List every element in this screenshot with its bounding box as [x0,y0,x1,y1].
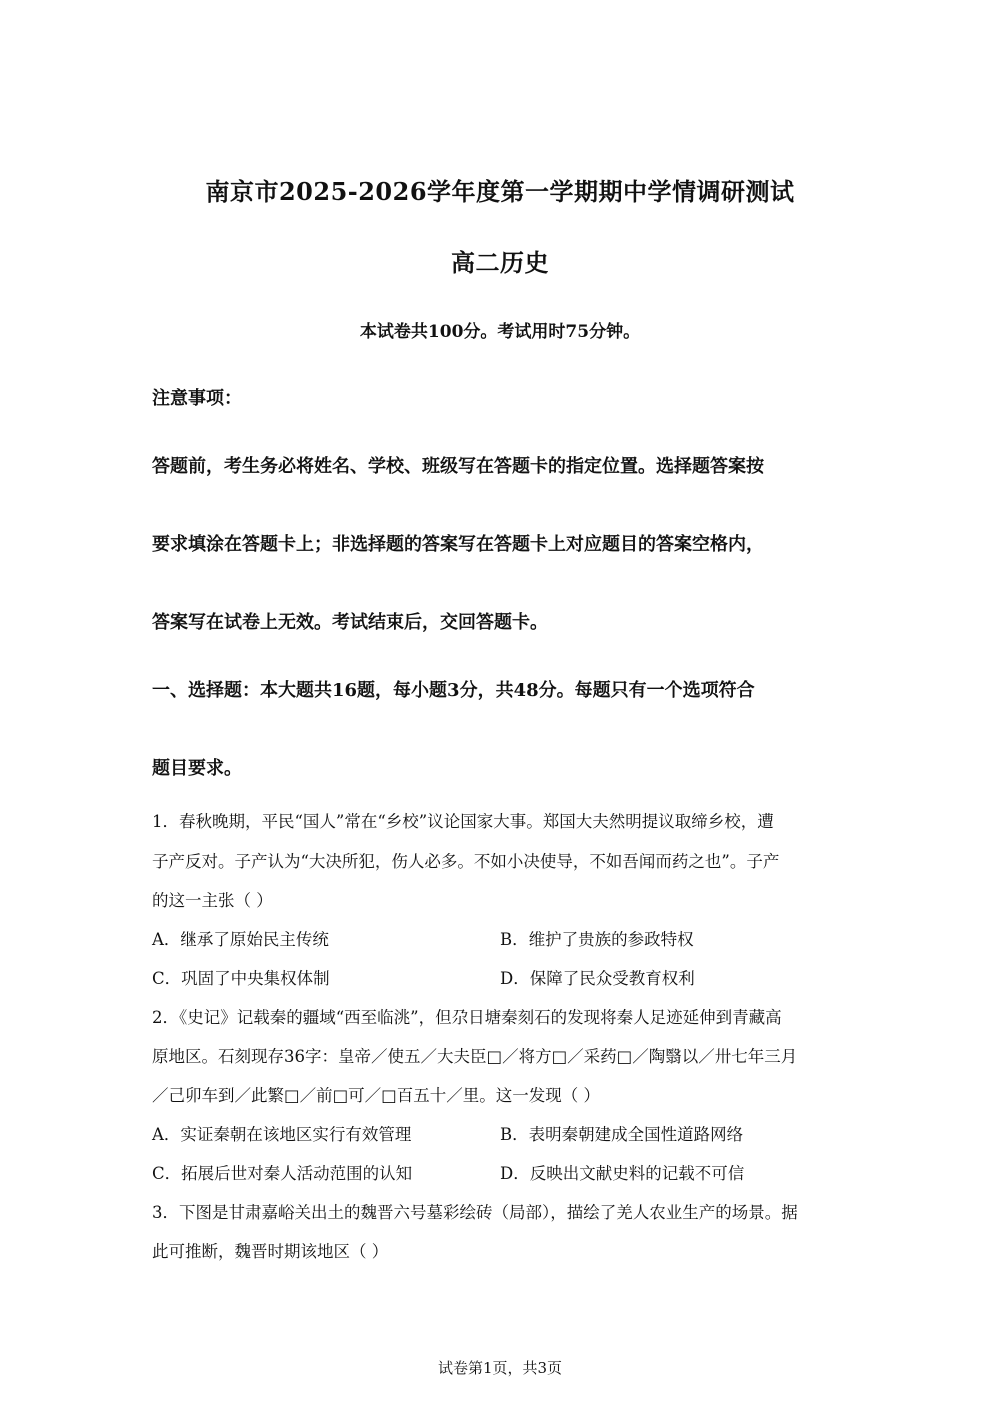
question-3-line: 3．下图是甘肃嘉峪关出土的魏晋六号墓彩绘砖（局部），描绘了羌人农业生产的场景。据 [152,1203,798,1222]
question-2-option-d: D．反映出文献史料的记载不可信 [500,1164,745,1183]
page-footer: 试卷第1页，共3页 [437,1359,563,1377]
question-1-line: 的这一主张（ ） [152,891,273,910]
question-1-line: 1．春秋晚期，平民“国人”常在“乡校”议论国家大事。郑国大夫然明提议取缔乡校，遭 [152,812,774,831]
question-1-option-b: B．维护了贵族的参政特权 [500,930,694,949]
exam-subject: 高二历史 [451,248,549,277]
notice-line: 答题前，考生务必将姓名、学校、班级写在答题卡的指定位置。选择题答案按 [152,456,764,477]
question-2-line: 原地区。石刻现存36字：皇帝／使五／大夫臣□／将方□／采药□／陶翳以／卅七年三月 [152,1047,798,1066]
question-2-line: ／己卯车到／此繁□／前□可／□百五十／里。这一发现（ ） [152,1086,601,1105]
question-1-option-d: D．保障了民众受教育权利 [500,969,695,988]
section-heading: 一、选择题：本大题共16题，每小题3分，共48分。每题只有一个选项符合 [152,680,755,701]
notice-heading: 注意事项： [152,388,242,409]
question-2-option-c: C．拓展后世对秦人活动范围的认知 [152,1164,413,1183]
section-heading: 题目要求。 [152,758,242,779]
question-2-option-a: A．实证秦朝在该地区实行有效管理 [152,1125,412,1144]
question-1-line: 子产反对。子产认为“大决所犯，伤人必多。不如小决使导，不如吾闻而药之也”。子产 [152,852,780,871]
notice-line: 答案写在试卷上无效。考试结束后，交回答题卡。 [152,612,548,633]
question-2-line: 2．《史记》记载秦的疆域“西至临洮”，但尕日塘秦刻石的发现将秦人足迹延伸到青藏高 [152,1008,782,1027]
exam-info: 本试卷共100分。考试用时75分钟。 [359,322,641,342]
question-3-line: 此可推断，魏晋时期该地区（ ） [152,1242,389,1261]
exam-title: 南京市2025-2026学年度第一学期期中学情调研测试 [205,177,795,206]
question-2-option-b: B．表明秦朝建成全国性道路网络 [500,1125,744,1144]
question-1-option-a: A．继承了原始民主传统 [152,930,329,949]
question-1-option-c: C．巩固了中央集权体制 [152,969,330,988]
notice-line: 要求填涂在答题卡上；非选择题的答案写在答题卡上对应题目的答案空格内， [152,534,764,555]
